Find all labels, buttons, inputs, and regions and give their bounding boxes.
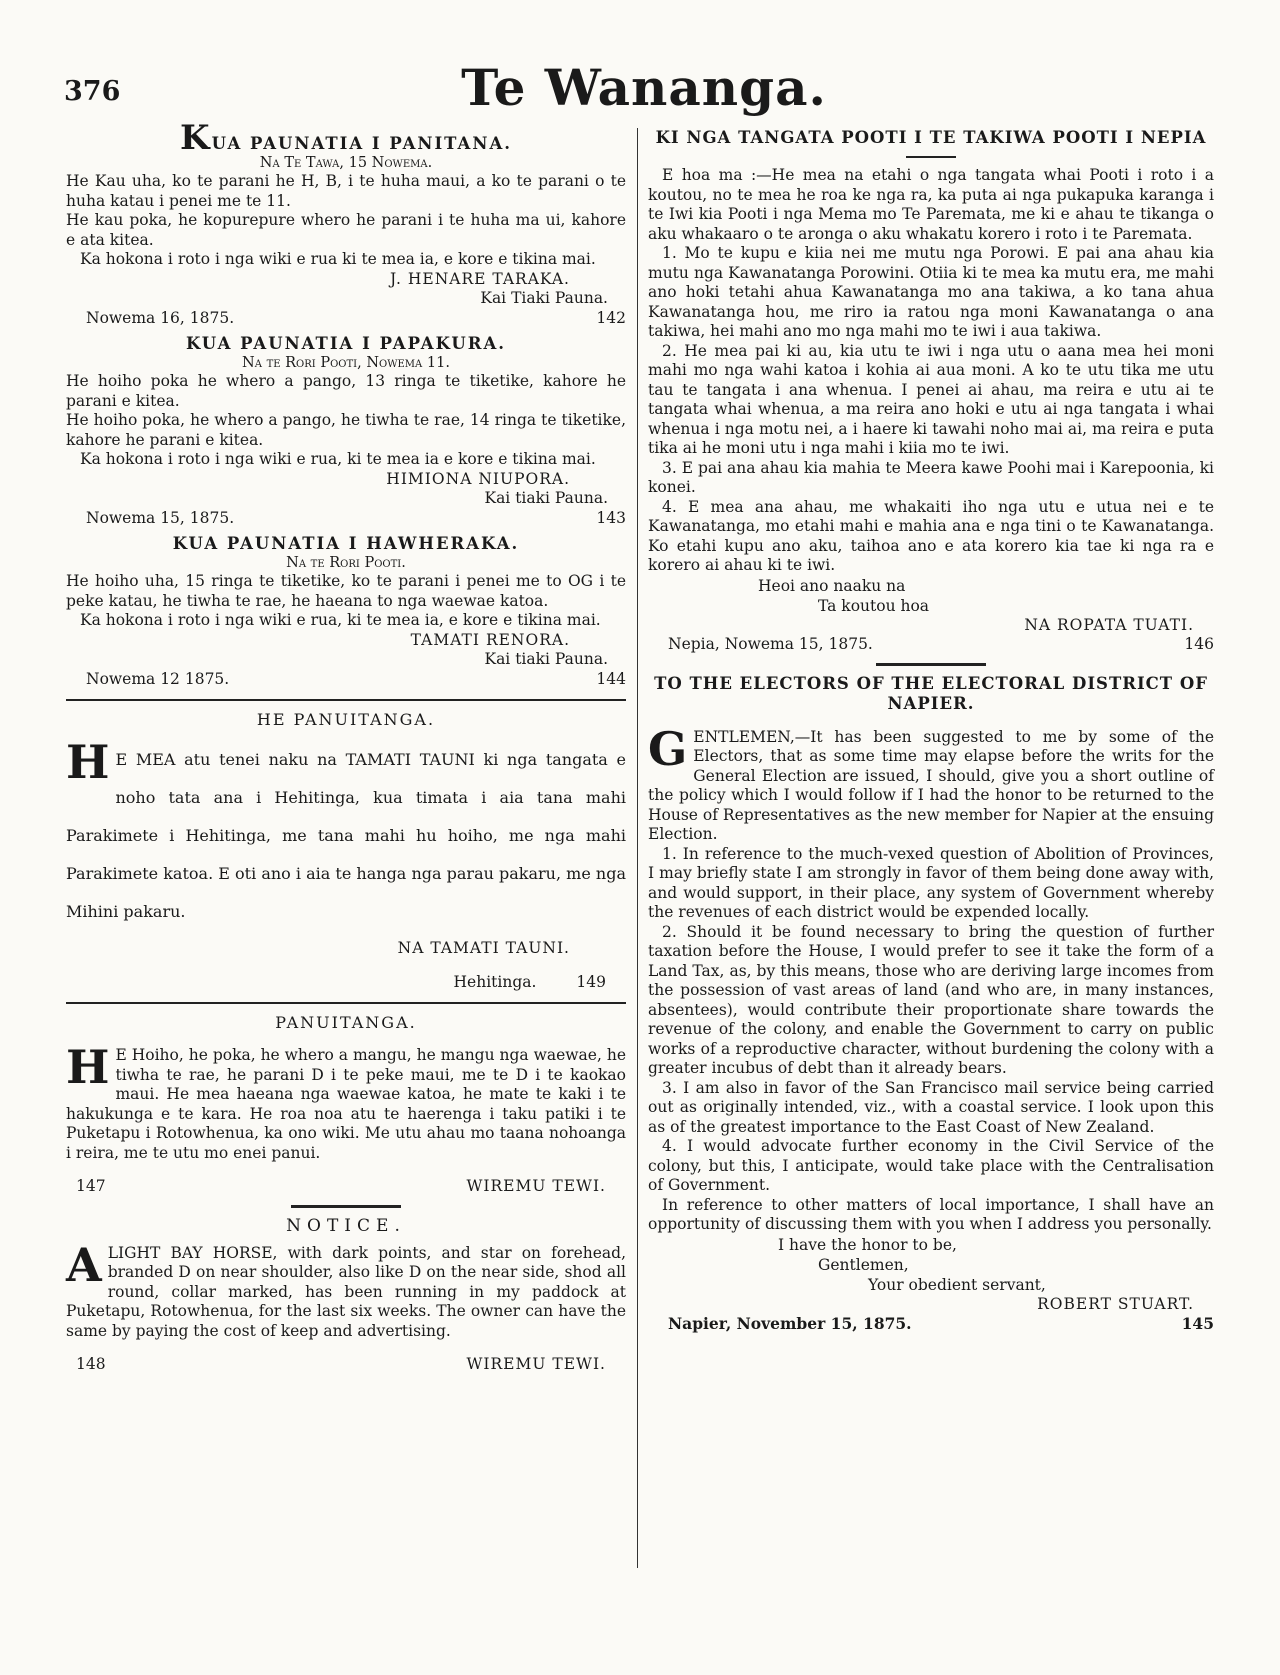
signature-role: Kai tiaki Pauna. — [484, 489, 608, 507]
letter-closing: Ta koutou hoa — [818, 596, 930, 615]
newspaper-title: Te Wananga. — [461, 58, 827, 117]
notice-heading: KUA PAUNATIA I PANITANA. — [180, 118, 512, 158]
letter-paragraph: 4. I would advocate further economy in the Civil Service of the colony, but this, I anticipate, would take place with the Centralisation of Government. — [648, 1137, 1214, 1194]
notice-paragraph: E MEA atu tenei naku na TAMATI TAUNI ki nga tangata e noho tata ana i Hehitinga, kua timata i aia tana mahi Parakimete i Hehitinga, me tana mahi hu hoiho, me nga mahi Parakimete katoa. E oti ano i aia te hanga nga parau pakaru, me nga Mihini pakaru. — [66, 750, 626, 921]
panuitanga-tewi — [66, 1012, 626, 1197]
notice-papakura — [66, 334, 626, 528]
letter-paragraph: 4. E mea ana ahau, me whakaiti iho nga utu e utua nei e te Kawanatanga, mo etahi mahi e mahia ana e nga tini o te Kawanatanga. Ko etahi kupu ano aku, taihoa ano e ata korero kia tae ki nga ra e korero ai ahau ki te iwi. — [648, 497, 1214, 574]
letter-paragraph: 2. Should it be found necessary to bring the question of further taxation before the House, I would prefer to see it take the form of a Land Tax, as, by this means, those who are deriving large incomes from the possession of vast areas of land (and who are, in many instances, absentees), would contribute their proportionate share towards the revenue of the colony, and enable the Government to carry on public works of a reproductive character, without burdening the colony with a greater incubus of debt than it already bears. — [648, 922, 1214, 1077]
signature: TAMATI RENORA. — [410, 630, 570, 649]
notice-heading: PANUITANGA. — [275, 1013, 417, 1032]
notice-heading: HE PANUITANGA. — [256, 710, 436, 729]
notice-paragraph: He Kau uha, ko te parani he H, B, i te huha maui, a ko te parani o te huha katau i penei me te 11. — [66, 172, 626, 210]
maori-electors-letter — [648, 128, 1214, 655]
heading-rule — [906, 156, 956, 158]
letter-closing: I have the honor to be, — [778, 1235, 957, 1254]
english-electors-letter — [648, 674, 1214, 1334]
section-rule — [66, 699, 626, 701]
notice-paragraph: Ka hokona i roto i nga wiki e rua, ki te mea ia e kore e tikina mai. — [80, 450, 596, 468]
notice-footer: Nowema 15, 1875. 143 — [86, 508, 626, 527]
drop-cap: G — [648, 721, 688, 776]
notice-papakura-tawa — [66, 118, 626, 328]
panuitanga-tauni — [66, 709, 626, 992]
notice-heading: NOTICE. — [286, 1215, 406, 1236]
notice-subheading: Na te Rori Pooti, Nowema 11. — [242, 355, 450, 371]
drop-cap: H — [66, 735, 110, 789]
signature-role: Kai Tiaki Pauna. — [480, 289, 608, 307]
letter-closing: Your obedient servant, — [868, 1275, 1046, 1294]
notice-hawheraka — [66, 534, 626, 689]
signature: ROBERT STUART. — [1037, 1294, 1194, 1313]
letter-paragraph: ENTLEMEN,—It has been suggested to me by some of the Electors, that as some time may elapse before the writs for the General Election are issued, I should, give you a short outline of the policy which I would follow if I had the honor to be returned to the House of Representatives as the new member for Napier at the ensuing Election. — [648, 727, 1214, 843]
notice-english — [66, 1216, 626, 1375]
drop-cap: A — [66, 1237, 102, 1292]
notice-subheading: Na Te Tawa, 15 Nowema. — [259, 155, 433, 171]
letter-footer: Nepia, Nowema 15, 1875. 146 — [668, 635, 1214, 653]
letter-paragraph: 2. He mea pai ki au, kia utu te iwi i nga utu o aana mea hei moni mahi mo nga wahi katoa i kohia ai aua moni. A ko te utu tika me utu tau te tangata i ana whenua. I penei ai ahau, ma reira e utu ai te tangata whai whenua, a ma reira ano hoki e utu ai nga tangata i whai whenua i nga motu nei, a i haere ki tawahi noho mai ai, ma reira e puta tika ai he moni utu i nga mahi i kiia mo te iwi. — [648, 341, 1214, 457]
notice-heading: KUA PAUNATIA I HAWHERAKA. — [172, 534, 520, 553]
letter-paragraph: 3. E pai ana ahau kia mahia te Meera kawe Poohi mai i Karepoonia, ki konei. — [648, 458, 1214, 496]
masthead — [64, 58, 1224, 118]
notice-paragraph: He hoiho uha, 15 ringa te tiketike, ko te parani i penei me to OG i te peke katau, he tiwha te rae, he haeana to nga waewae katoa. — [66, 572, 626, 610]
letter-paragraph: 1. In reference to the much-vexed question of Abolition of Provinces, I may briefly state I am strongly in favor of them being done away with, and would support, in their place, any system of Government whereby the revenues of each district would be expended locally. — [648, 844, 1214, 921]
letter-closing: Heoi ano naaku na — [758, 576, 906, 595]
letter-paragraph: E hoa ma :—He mea na etahi o nga tangata whai Pooti i roto i a koutou, no te mea he roa ke nga ra, ka puta ai nga pukapuka karanga i te Iwi kia Pooti i nga Mema mo Te Paremata, me ki e ahau te tikanga o aku whakaaro o te aronga o aku whakatu korero i roto i te Paremata. — [648, 166, 1214, 243]
ornament-rule — [876, 663, 986, 666]
notice-paragraph: Ka hokona i roto i nga wiki e rua, ki te mea ia, e kore e tikina mai. — [80, 611, 601, 629]
letter-closing: Gentlemen, — [818, 1255, 909, 1274]
column-divider — [637, 128, 638, 1568]
notice-subheading: Na te Rori Pooti. — [286, 555, 406, 571]
notice-footer: 147 WIREMU TEWI. — [76, 1177, 606, 1195]
notice-footer: Nowema 16, 1875. 142 — [86, 308, 626, 327]
notice-paragraph: LIGHT BAY HORSE, with dark points, and star on forehead, branded D on near shoulder, also like D on the near side, shod all round, collar marked, has been running in my paddock at Puketapu, Rotowhenua, for the last six weeks. The owner can have the same by paying the cost of keep and advertising. — [66, 1243, 626, 1340]
signature-role: Kai tiaki Pauna. — [484, 650, 608, 668]
notice-footer: 148 WIREMU TEWI. — [76, 1355, 606, 1373]
notice-heading: KUA PAUNATIA I PAPAKURA. — [186, 334, 506, 353]
letter-footer: Napier, November 15, 1875. 145 — [668, 1314, 1214, 1333]
notice-footer: Nowema 12 1875. 144 — [86, 669, 626, 688]
notice-footer: Hehitinga. 149 — [453, 972, 606, 991]
signature: NA TAMATI TAUNI. — [397, 939, 570, 957]
section-rule — [66, 1002, 626, 1004]
drop-cap: H — [66, 1040, 110, 1094]
letter-paragraph: 3. I am also in favor of the San Francisco mail service being carried out as originally intended, viz., with a coastal service. I look upon this as of the greatest importance to the East Coast of New Zealand. — [648, 1078, 1214, 1136]
ornament-rule — [291, 1205, 401, 1208]
left-column — [66, 118, 626, 1381]
signature: J. HENARE TARAKA. — [390, 269, 570, 288]
right-column — [648, 128, 1214, 1340]
page-number: 376 — [64, 76, 121, 107]
letter-paragraph: In reference to other matters of local importance, I shall have an opportunity of discussing them with you when I address you personally. — [648, 1195, 1214, 1233]
notice-paragraph: He hoiho poka, he whero a pango, he tiwha te rae, 14 ringa te tiketike, kahore he parani e kitea. — [66, 411, 626, 449]
signature: NA ROPATA TUATI. — [1024, 615, 1194, 634]
letter-heading: KI NGA TANGATA POOTI I TE TAKIWA POOTI I NEPIA — [655, 128, 1207, 147]
notice-paragraph: He hoiho poka he whero a pango, 13 ringa te tiketike, kahore he parani e kitea. — [66, 372, 626, 410]
letter-heading: TO THE ELECTORS OF THE ELECTORAL DISTRICT OF NAPIER. — [654, 673, 1208, 713]
signature: HIMIONA NIUPORA. — [386, 469, 570, 488]
notice-paragraph: Ka hokona i roto i nga wiki e rua ki te mea ia, e kore e tikina mai. — [80, 250, 596, 268]
letter-paragraph: 1. Mo te kupu e kiia nei me mutu nga Porowi. E pai ana ahau kia mutu nga Kawanatanga Porowini. Otiia ki te mea ka mutu era, me mahi ano hoki tetahi ahua Kawanatanga mo ana takiwa, a ko tana ahua Kawanatanga hou, me riro ia ratou nga moni Kawanatanga o ana takiwa, hei mahi ano mo nga mahi mo te iwi i aua takiwa. — [648, 244, 1214, 340]
notice-paragraph: E Hoiho, he poka, he whero a mangu, he mangu nga waewae, he tiwha te rae, he parani D i te peke maui, me te D i te kaokao maui. He mea haeana nga waewae katoa, he mate te kaki i te hakukunga e te kara. He roa noa atu te haerenga i taku patiki i te Puketapu i Rotowhenua, ka ono wiki. Me utu ahau mo taana nohoanga i reira, me te utu mo enei panui. — [66, 1046, 626, 1162]
notice-paragraph: He kau poka, he kopurepure whero he parani i te huha ma ui, kahore e ata kitea. — [66, 211, 626, 249]
